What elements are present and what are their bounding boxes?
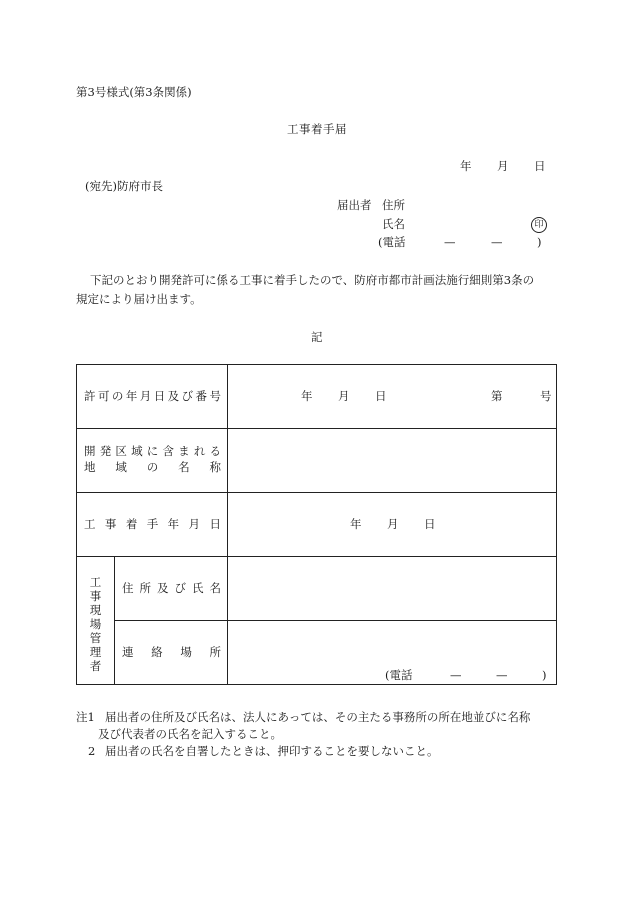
start-value-cell[interactable] — [228, 493, 557, 557]
permit-label-char-1: 許 — [84, 389, 96, 403]
manager-address-label-char-6: 名 — [209, 581, 221, 595]
permit-label — [84, 391, 221, 403]
body-text-line-1: 下記のとおり開発許可に係る工事に着手したので、防府市都市計画法施行細則第3条の — [90, 273, 535, 287]
permit-number-prefix: 第 — [491, 389, 503, 403]
area-label-line-1-char-8: れ — [193, 444, 206, 458]
permit-label-char-8: び — [181, 389, 194, 403]
permit-day: 日 — [375, 389, 387, 403]
area-label-line-1-char-2: 発 — [99, 444, 112, 458]
note-2-text: 届出者の氏名を自署したときは、押印することを要しないこと。 — [105, 744, 439, 758]
manager-address-label-char-3: 及 — [157, 581, 169, 595]
start-label-char-7: 日 — [209, 517, 221, 531]
applicant-phone-dash-2: — — [491, 235, 503, 249]
permit-label-char-10: 号 — [209, 389, 221, 403]
start-label-char-4: 手 — [146, 517, 159, 531]
manager-label-char-1: 工 — [89, 575, 102, 589]
area-label-line-1-char-3: 区 — [115, 444, 127, 458]
manager-label-char-2: 事 — [89, 589, 102, 603]
manager-address-label-char-5: 氏 — [192, 581, 204, 595]
manager-label-char-5: 管 — [89, 631, 102, 645]
body-text-line-2: 規定により届け出ます。 — [76, 292, 202, 306]
manager-contact-label — [122, 647, 221, 659]
manager-address-value-cell[interactable] — [228, 557, 557, 621]
start-label-char-6: 月 — [188, 517, 201, 531]
area-label-cell — [77, 429, 228, 493]
note-2-number: 2 — [88, 744, 96, 758]
manager-label-char-4: 場 — [89, 617, 102, 631]
area-label-line-1-char-4: 域 — [131, 444, 143, 458]
area-label-line-2 — [84, 462, 221, 474]
form-table — [76, 364, 557, 685]
date-year: 年 — [460, 159, 472, 173]
manager-label — [77, 577, 114, 673]
area-label-line-2-char-4: 名 — [178, 460, 190, 474]
applicant-address-label: 住所 — [382, 198, 405, 212]
permit-value-cell[interactable] — [228, 365, 557, 429]
date-day: 日 — [534, 159, 546, 173]
ki-heading: 記 — [311, 330, 323, 344]
manager-label-char-3: 現 — [89, 603, 102, 617]
area-label-line-1-char-7: ま — [178, 444, 190, 458]
area-label-line-1-char-9: る — [209, 444, 221, 458]
manager-address-label-char-4: び — [174, 581, 186, 595]
document-title: 工事着手届 — [287, 122, 347, 136]
manager-label-char-6: 理 — [89, 645, 102, 659]
manager-contact-label-char-3: 場 — [180, 645, 192, 659]
manager-label-cell — [77, 557, 115, 685]
manager-address-label-char-2: 所 — [139, 581, 151, 595]
manager-address-label-char-1: 住 — [122, 581, 134, 595]
note-1-line-2: 及び代表者の氏名を記入すること。 — [98, 727, 282, 741]
permit-label-char-2: 可 — [97, 389, 110, 403]
start-label-char-2: 事 — [104, 517, 117, 531]
manager-phone-open: (電話 — [385, 668, 413, 682]
permit-year: 年 — [301, 389, 313, 403]
applicant-phone-close: ) — [537, 235, 542, 249]
manager-phone-dash-2: — — [496, 668, 508, 682]
permit-label-char-4: 年 — [125, 389, 138, 403]
applicant-phone-open: (電話 — [378, 235, 406, 249]
applicant-label: 届出者 — [337, 198, 372, 212]
seal-mark: 印 — [531, 217, 547, 233]
note-1-line-1: 届出者の住所及び氏名は、法人にあっては、その主たる事務所の所在地並びに名称 — [105, 710, 531, 724]
permit-month: 月 — [338, 389, 350, 403]
date-month: 月 — [497, 159, 509, 173]
area-label-line-2-char-5: 称 — [209, 460, 221, 474]
start-label-cell — [77, 493, 228, 557]
permit-label-char-3: の — [111, 389, 124, 403]
permit-label-char-5: 月 — [139, 389, 152, 403]
manager-address-label-cell — [115, 557, 228, 621]
area-value-cell[interactable] — [228, 429, 557, 493]
start-day: 日 — [424, 517, 436, 531]
applicant-phone-dash-1: — — [444, 235, 456, 249]
permit-label-cell — [77, 365, 228, 429]
start-label-char-1: 工 — [84, 517, 96, 531]
area-label-line-2-char-1: 地 — [84, 460, 96, 474]
applicant-name-label: 氏名 — [382, 217, 405, 231]
manager-contact-label-char-2: 絡 — [151, 645, 163, 659]
permit-label-char-9: 番 — [195, 389, 207, 403]
manager-contact-label-char-1: 連 — [122, 645, 134, 659]
manager-address-label — [122, 583, 221, 595]
start-label — [84, 519, 221, 531]
manager-contact-label-char-4: 所 — [209, 645, 221, 659]
permit-number-suffix: 号 — [540, 389, 552, 403]
area-label-line-1-char-6: 含 — [162, 444, 174, 458]
addressee: (宛先)防府市長 — [85, 179, 163, 193]
start-year: 年 — [350, 517, 362, 531]
area-label-line-1-char-1: 開 — [84, 444, 96, 458]
area-label-line-1-char-5: に — [146, 444, 159, 458]
note-1-number: 注1 — [76, 710, 95, 724]
manager-contact-label-cell — [115, 621, 228, 685]
manager-contact-value-cell[interactable] — [228, 621, 557, 685]
start-month: 月 — [387, 517, 399, 531]
start-label-char-3: 着 — [125, 517, 138, 531]
permit-label-char-6: 日 — [153, 389, 166, 403]
permit-label-char-7: 及 — [167, 389, 180, 403]
manager-phone-close: ) — [542, 668, 547, 682]
form-number: 第3号様式(第3条関係) — [76, 85, 192, 99]
area-label-line-2-char-2: 域 — [115, 460, 127, 474]
manager-phone-dash-1: — — [450, 668, 462, 682]
area-label-line-2-char-3: の — [146, 460, 159, 474]
start-label-char-5: 年 — [167, 517, 180, 531]
area-label-line-1 — [84, 446, 221, 458]
manager-label-char-7: 者 — [89, 659, 102, 673]
